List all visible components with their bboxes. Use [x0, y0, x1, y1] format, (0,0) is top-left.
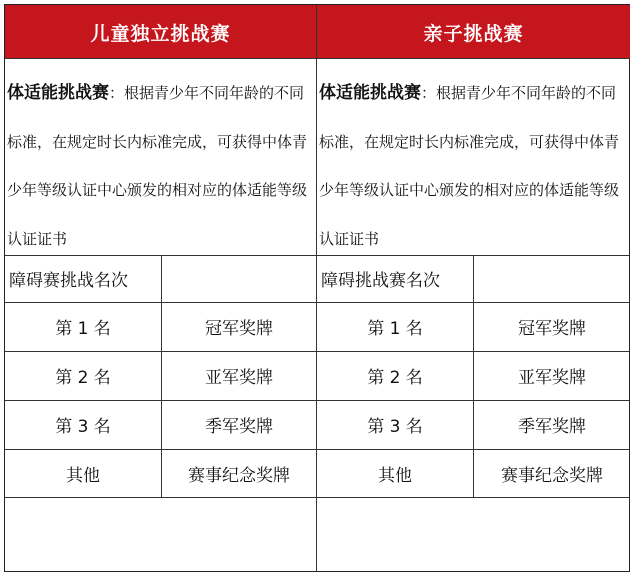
- table-row-rank: 第 3 名: [367, 417, 423, 437]
- table-row-rank: 其他: [378, 465, 412, 486]
- divider: [5, 58, 629, 59]
- description-title: 体适能挑战赛: [319, 83, 421, 103]
- rank-header-child: [5, 255, 161, 302]
- table-row-award: 冠军奖牌: [205, 319, 273, 339]
- description-parent-child: [317, 59, 630, 255]
- divider: [161, 255, 162, 497]
- column-header-child: [5, 5, 316, 59]
- divider: [473, 255, 474, 497]
- description-child: [5, 59, 316, 255]
- divider: [316, 5, 317, 572]
- description-title: 体适能挑战赛: [7, 83, 109, 103]
- divider: [5, 400, 629, 401]
- table-row-rank: 其他: [66, 465, 100, 486]
- award-table: [4, 4, 630, 572]
- table-row-rank: 第 1 名: [367, 319, 423, 339]
- table-row-rank: 第 2 名: [367, 368, 423, 388]
- description-body: ：根据青少年不同年龄的不同标准，在规定时长内标准完成，可获得中体青少年等级认证中心颁发的相对应的体适能等级认证证书: [7, 84, 308, 248]
- table-row-rank: 第 3 名: [55, 417, 111, 437]
- table-row-award: 冠军奖牌: [518, 319, 586, 339]
- table-row-award: 赛事纪念奖牌: [501, 465, 603, 486]
- rank-header-parent-child: [317, 255, 473, 302]
- table-row-award: 亚军奖牌: [205, 368, 273, 388]
- table-row-award: 季军奖牌: [205, 417, 273, 437]
- table-row-rank: 第 2 名: [55, 368, 111, 388]
- divider: [5, 302, 629, 303]
- table-row-award: 赛事纪念奖牌: [188, 465, 290, 486]
- column-header-child-label: 儿童独立挑战赛: [90, 22, 231, 45]
- table-row-award: 亚军奖牌: [518, 368, 586, 388]
- divider: [5, 255, 629, 256]
- divider: [5, 449, 629, 450]
- divider: [5, 497, 629, 498]
- description-body: ：根据青少年不同年龄的不同标准，在规定时长内标准完成，可获得中体青少年等级认证中心颁发的相对应的体适能等级认证证书: [319, 84, 620, 248]
- table-row-award: 季军奖牌: [518, 417, 586, 437]
- divider: [5, 351, 629, 352]
- column-header-parent-child-label: 亲子挑战赛: [423, 22, 524, 45]
- column-header-parent-child: [317, 5, 630, 59]
- rank-header-label: 障碍挑战赛名次: [321, 271, 440, 291]
- table-row-rank: 第 1 名: [55, 319, 111, 339]
- rank-header-label: 障碍赛挑战名次: [9, 271, 128, 291]
